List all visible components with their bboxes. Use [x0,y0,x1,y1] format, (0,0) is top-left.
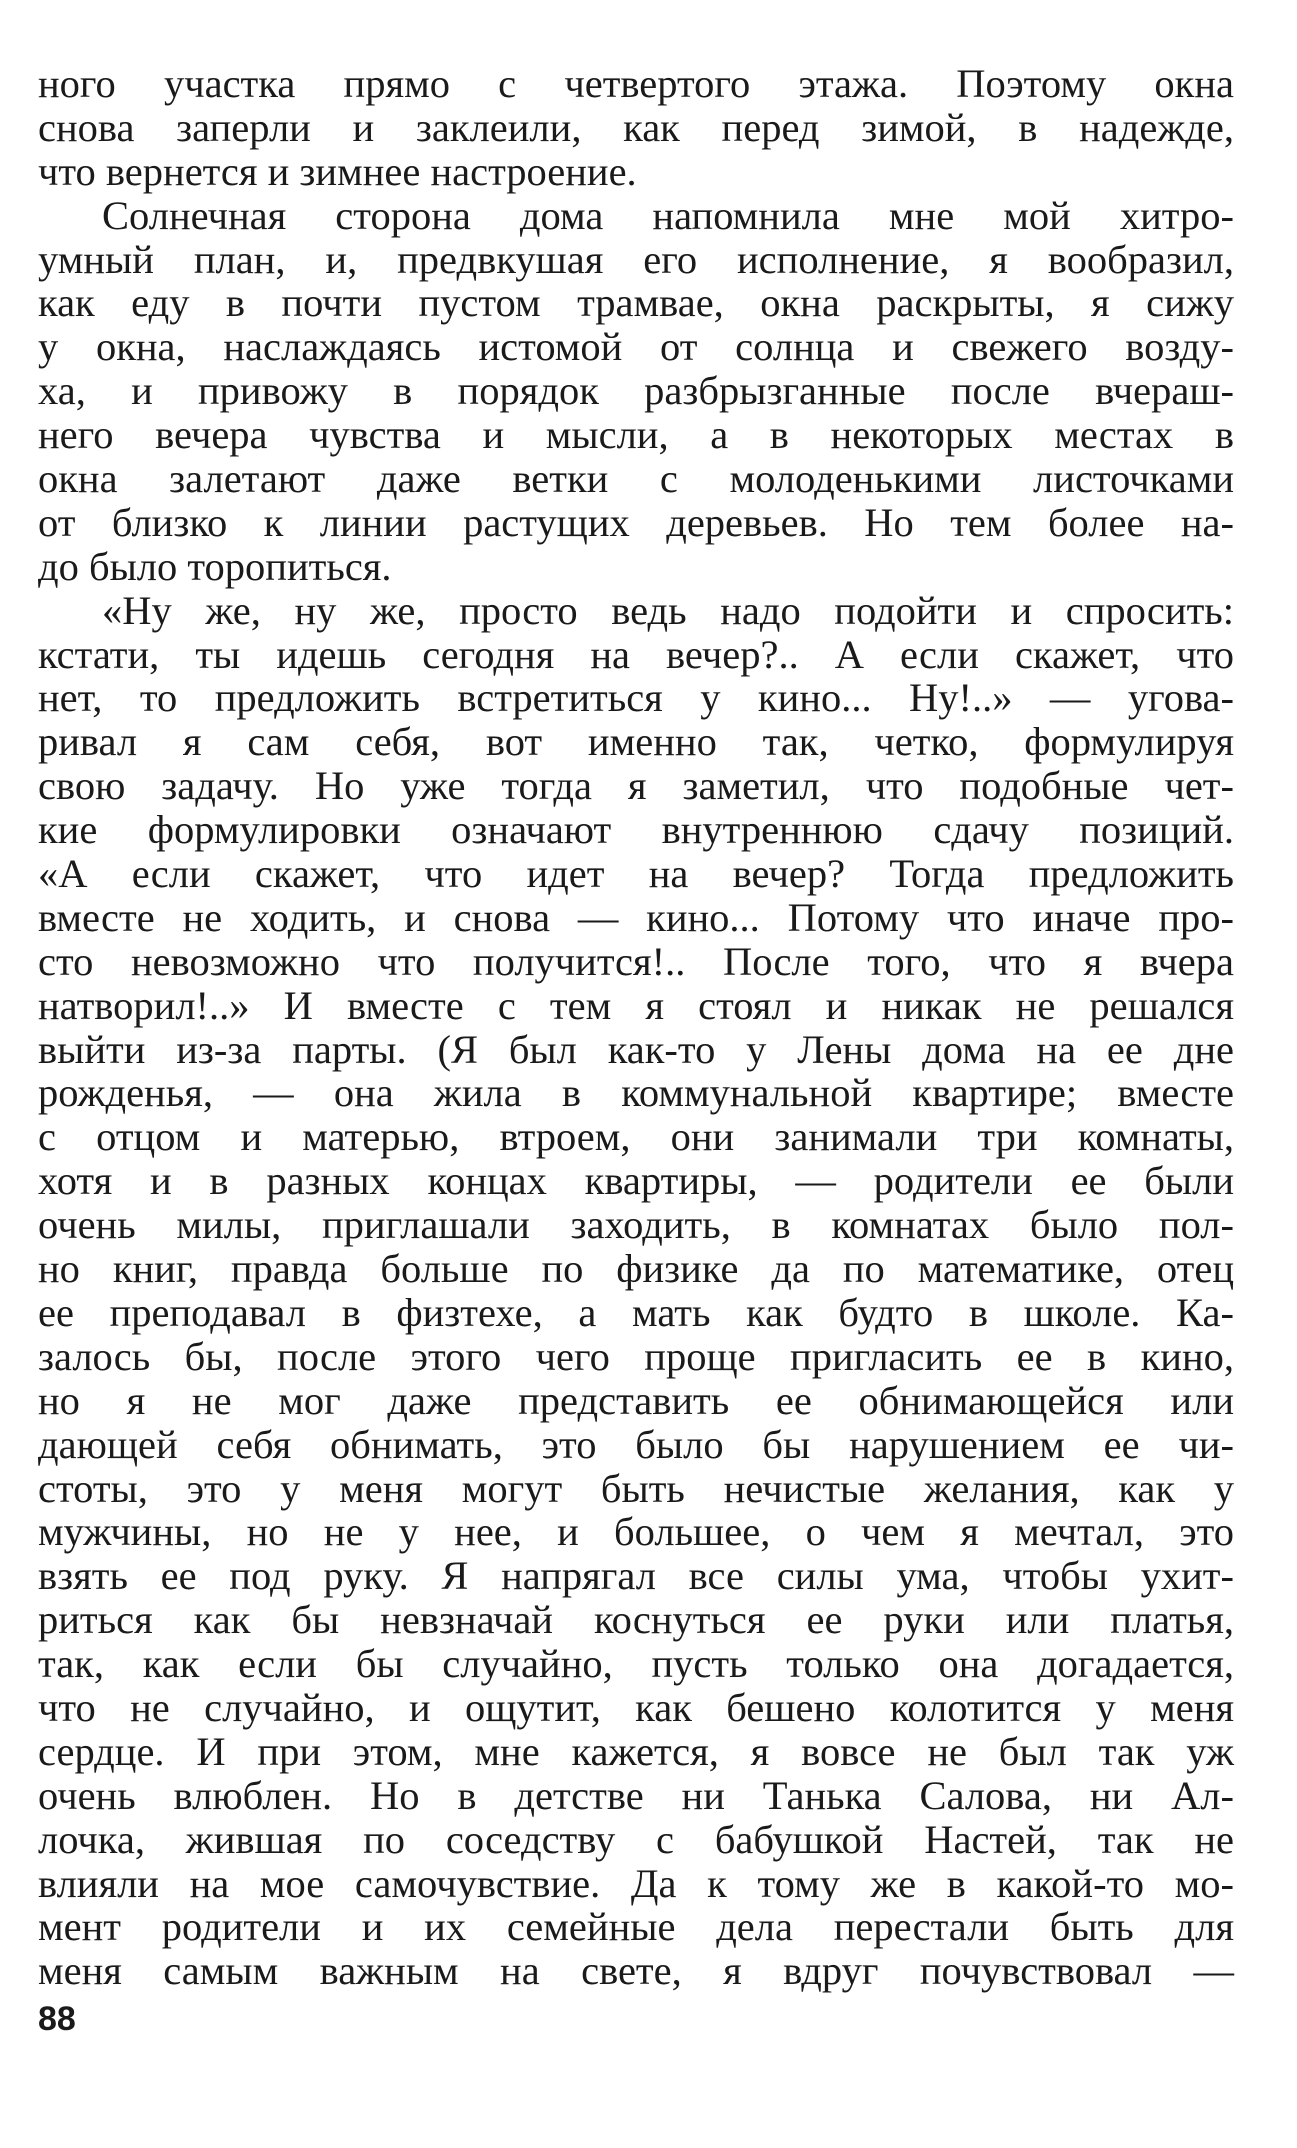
text-line: что не случайно, и ощутит, как бешено колотится у меня [38,1684,1234,1730]
text-line: с отцом и матерью, втроем, они занимали три комнаты, [38,1114,1234,1160]
text-line: от близко к линии растущих деревьев. Но тем более на- [38,499,1234,545]
page-number: 88 [38,2000,76,2038]
text-line: у окна, наслаждаясь истомой от солнца и свежего возду- [38,324,1234,370]
paragraph-start-line: Солнечная сторона дома напомнила мне мой хитро- [102,192,1234,238]
text-line: как еду в почти пустом трамвае, окна раскрыты, я сижу [38,280,1234,326]
text-line: что вернется и зимнее настроение. [38,148,637,194]
text-line: мужчины, но не у нее, и большее, о чем я мечтал, это [38,1509,1234,1555]
paragraph-start-line: «Ну же, ну же, просто ведь надо подойти и спросить: [102,587,1234,633]
text-line: риться как бы невзначай коснуться ее руки или платья, [38,1597,1234,1643]
text-line: кстати, ты идешь сегодня на вечер?.. А если скажет, что [38,631,1234,677]
text-line: сердце. И при этом, мне кажется, я вовсе не был так уж [38,1728,1234,1774]
text-line: взять ее под руку. Я напрягал все силы ума, чтобы ухит- [38,1553,1234,1599]
body-text [38,62,1234,1993]
text-line: ного участка прямо с четвертого этажа. Поэтому окна [38,61,1234,106]
text-line: нет, то предложить встретиться у кино... Ну!..» — угова- [38,675,1234,721]
text-line: залось бы, после этого чего проще пригласить ее в кино, [38,1333,1234,1379]
text-line: влияли на мое самочувствие. Да к тому же в какой-то мо- [38,1860,1234,1906]
text-line: мент родители и их семейные дела перестали быть для [38,1904,1234,1950]
text-line: ха, и привожу в порядок разбрызганные после вчераш- [38,368,1234,414]
text-line: выйти из-за парты. (Я был как-то у Лены дома на ее дне [38,1026,1234,1072]
text-line: до было торопиться. [38,543,392,589]
text-line: но книг, правда больше по физике да по математике, отец [38,1246,1234,1292]
text-line: «А если скажет, что идет на вечер? Тогда предложить [38,851,1234,897]
text-line: кие формулировки означают внутреннюю сдачу позиций. [38,807,1234,853]
text-line: ривал я сам себя, вот именно так, четко, формулируя [38,719,1234,765]
text-line: ее преподавал в физтехе, а мать как будто в школе. Ка- [38,1289,1234,1335]
text-line: рожденья, — она жила в коммунальной квартире; вместе [38,1070,1234,1116]
text-line: окна залетают даже ветки с молоденькими листочками [38,456,1234,502]
text-line: очень милы, приглашали заходить, в комнатах было пол- [38,1202,1234,1248]
text-line: так, как если бы случайно, пусть только она догадается, [38,1641,1234,1687]
text-line: натворил!..» И вместе с тем я стоял и никак не решался [38,982,1234,1028]
text-line: вместе не ходить, и снова — кино... Потому что иначе про- [38,894,1234,940]
text-line: снова заперли и заклеили, как перед зимой, в надежде, [38,104,1234,150]
text-line: хотя и в разных концах квартиры, — родители ее были [38,1158,1234,1204]
text-line: меня самым важным на свете, я вдруг почувствовал — [38,1948,1234,1994]
text-line: дающей себя обнимать, это было бы нарушением ее чи- [38,1421,1234,1467]
text-line: стоты, это у меня могут быть нечистые желания, как у [38,1465,1234,1511]
text-line: сто невозможно что получится!.. После того, что я вчера [38,938,1234,984]
text-line: лочка, жившая по соседству с бабушкой Настей, так не [38,1816,1234,1862]
text-line: свою задачу. Но уже тогда я заметил, что подобные чет- [38,763,1234,809]
text-line: очень влюблен. Но в детстве ни Танька Салова, ни Ал- [38,1772,1234,1818]
text-line: но я не мог даже представить ее обнимающейся или [38,1377,1234,1423]
text-line: умный план, и, предвкушая его исполнение, я вообразил, [38,236,1234,282]
text-line: него вечера чувства и мысли, а в некоторых местах в [38,412,1234,458]
